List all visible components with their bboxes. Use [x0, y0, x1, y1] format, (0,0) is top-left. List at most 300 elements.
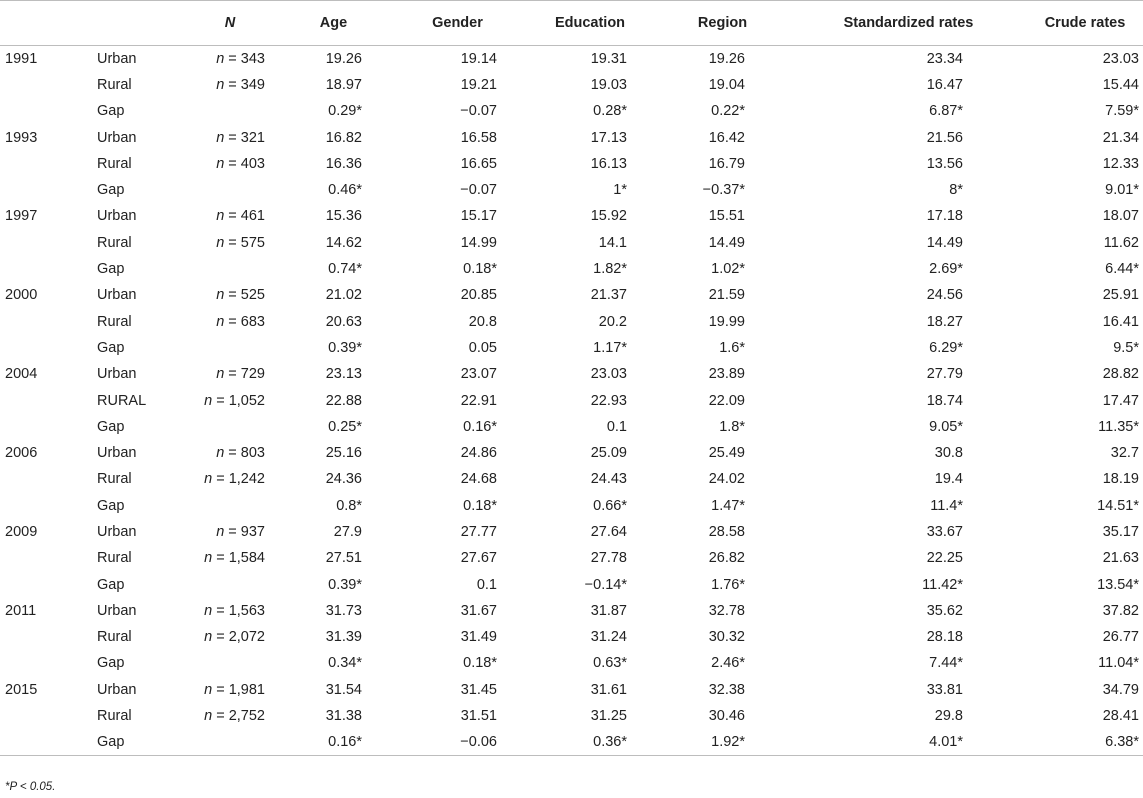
n-variable: n: [204, 629, 213, 646]
year-cell: 2009: [5, 523, 38, 540]
gender-cell: −0.07: [460, 182, 497, 199]
education-cell: 27.64: [590, 523, 627, 540]
table-row: [0, 414, 1143, 440]
crude-rate-cell: 26.77: [1102, 629, 1139, 646]
age-cell: 22.88: [325, 392, 362, 409]
education-cell: 31.24: [590, 629, 627, 646]
standardized-rate-cell: 6.29*: [929, 339, 963, 356]
n-cell: n = 321: [216, 129, 265, 146]
n-cell: n = 683: [216, 313, 265, 330]
table-row: [0, 703, 1143, 729]
standardized-rate-cell: 29.8: [934, 708, 963, 725]
standardized-rate-cell: 21.56: [926, 129, 963, 146]
year-cell: [0, 493, 88, 519]
gender-cell: 24.68: [460, 471, 497, 488]
crude-rate-cell: 12.33: [1102, 155, 1139, 172]
crude-rate-cell: 18.19: [1102, 471, 1139, 488]
n-variable: n: [216, 445, 225, 462]
gender-cell: 0.18*: [463, 655, 497, 672]
n-variable: n: [216, 287, 225, 304]
year-cell: [0, 335, 88, 361]
n-cell: n = 343: [216, 50, 265, 67]
age-cell: 31.54: [325, 681, 362, 698]
crude-rate-cell: 28.82: [1102, 366, 1139, 383]
crude-rate-cell: 13.54*: [1097, 576, 1139, 593]
group-cell: Gap: [97, 497, 125, 514]
crude-rate-cell: 28.41: [1102, 708, 1139, 725]
gender-cell: 19.21: [460, 76, 497, 93]
group-cell: Rural: [97, 471, 132, 488]
n-variable: n: [204, 471, 213, 488]
education-cell: 22.93: [590, 392, 627, 409]
table-row: [0, 361, 1143, 387]
gender-cell: 22.91: [460, 392, 497, 409]
year-cell: [0, 308, 88, 334]
n-value: 1,052: [228, 392, 265, 409]
gender-cell: 20.85: [460, 287, 497, 304]
n-variable: n: [216, 234, 225, 251]
year-cell: 1993: [5, 129, 38, 146]
group-cell: Rural: [97, 234, 132, 251]
year-cell: [0, 466, 88, 492]
group-cell: RURAL: [97, 392, 147, 409]
group-cell: Urban: [97, 681, 137, 698]
group-cell: Rural: [97, 76, 132, 93]
n-cell: [183, 98, 277, 124]
year-cell: [0, 256, 88, 282]
n-cell: n = 1,563: [204, 602, 265, 619]
standardized-rate-cell: 18.27: [926, 313, 963, 330]
year-cell: 2004: [5, 366, 38, 383]
table-row: [0, 335, 1143, 361]
header-region: Region: [655, 1, 790, 46]
n-variable: n: [204, 550, 213, 567]
n-variable: n: [204, 708, 213, 725]
crude-rate-cell: 15.44: [1102, 76, 1139, 93]
year-cell: 2006: [5, 445, 38, 462]
n-variable: n: [216, 50, 225, 67]
year-cell: [0, 729, 88, 755]
table-body: [0, 46, 1143, 756]
standardized-rate-cell: 17.18: [926, 208, 963, 225]
gender-cell: 0.18*: [463, 497, 497, 514]
table-row: [0, 98, 1143, 124]
education-cell: 0.28*: [593, 103, 627, 120]
n-cell: [183, 414, 277, 440]
table-row: [0, 387, 1143, 413]
crude-rate-cell: 35.17: [1102, 523, 1139, 540]
header-education: Education: [525, 1, 655, 46]
region-cell: 19.04: [708, 76, 745, 93]
gender-cell: 23.07: [460, 366, 497, 383]
group-cell: Rural: [97, 313, 132, 330]
crude-rate-cell: 11.35*: [1098, 418, 1139, 435]
n-value: 2,752: [228, 708, 265, 725]
age-cell: 16.82: [325, 129, 362, 146]
crude-rate-cell: 11.04*: [1098, 655, 1139, 672]
year-cell: [0, 151, 88, 177]
age-cell: 0.29*: [328, 103, 362, 120]
n-value: 461: [240, 208, 265, 225]
region-cell: 1.76*: [711, 576, 745, 593]
standardized-rate-cell: 7.44*: [929, 655, 963, 672]
n-cell: [183, 256, 277, 282]
standardized-rate-cell: 33.67: [926, 523, 963, 540]
year-cell: [0, 703, 88, 729]
n-variable: n: [216, 208, 225, 225]
year-cell: [0, 177, 88, 203]
n-variable: n: [216, 313, 225, 330]
group-cell: Gap: [97, 339, 125, 356]
n-cell: [183, 335, 277, 361]
n-cell: n = 461: [216, 208, 265, 225]
group-cell: Urban: [97, 366, 137, 383]
crude-rate-cell: 37.82: [1102, 602, 1139, 619]
standardized-rate-cell: 23.34: [926, 50, 963, 67]
region-cell: −0.37*: [702, 182, 745, 199]
n-cell: [183, 571, 277, 597]
region-cell: 1.8*: [719, 418, 745, 435]
year-cell: 2000: [5, 287, 38, 304]
region-cell: 16.42: [708, 129, 745, 146]
table-row: [0, 545, 1143, 571]
education-cell: 14.1: [598, 234, 627, 251]
year-cell: 2011: [5, 602, 37, 619]
crude-rate-cell: 21.34: [1102, 129, 1139, 146]
education-cell: 15.92: [590, 208, 627, 225]
year-cell: [0, 624, 88, 650]
education-cell: 1*: [613, 182, 627, 199]
group-cell: Rural: [97, 708, 132, 725]
table-row: [0, 650, 1143, 676]
standardized-rate-cell: 28.18: [926, 629, 963, 646]
region-cell: 1.6*: [719, 339, 745, 356]
age-cell: 31.39: [325, 629, 362, 646]
crude-rate-cell: 9.01*: [1105, 182, 1139, 199]
table-row: [0, 46, 1143, 72]
education-cell: 25.09: [590, 445, 627, 462]
gender-cell: 31.51: [460, 708, 497, 725]
crude-rate-cell: 23.03: [1102, 50, 1139, 67]
gender-cell: 0.18*: [463, 261, 497, 278]
age-cell: 0.39*: [328, 339, 362, 356]
n-cell: n = 403: [216, 155, 265, 172]
age-cell: 31.73: [325, 602, 362, 619]
age-cell: 15.36: [325, 208, 362, 225]
n-cell: n = 937: [216, 523, 265, 540]
n-cell: n = 729: [216, 366, 265, 383]
education-cell: 0.66*: [593, 497, 627, 514]
year-cell: [0, 72, 88, 98]
table-row: [0, 203, 1143, 229]
region-cell: 25.49: [708, 445, 745, 462]
standardized-rate-cell: 19.4: [934, 471, 963, 488]
gender-cell: 27.77: [460, 523, 497, 540]
gender-cell: −0.06: [390, 729, 525, 755]
year-cell: [0, 650, 88, 676]
standardized-rate-cell: 6.87*: [929, 103, 963, 120]
region-cell: 2.46*: [711, 655, 745, 672]
table-row: [0, 440, 1143, 466]
crude-rate-cell: 32.7: [1110, 445, 1139, 462]
crude-rate-cell: 11.62: [1103, 234, 1139, 251]
table-row: [0, 624, 1143, 650]
region-cell: 14.49: [708, 234, 745, 251]
crude-rate-cell: 9.5*: [1113, 339, 1139, 356]
education-cell: 1.82*: [593, 261, 627, 278]
n-value: 729: [240, 366, 265, 383]
group-cell: Gap: [97, 418, 125, 435]
table-row: [0, 124, 1143, 150]
region-cell: 32.38: [708, 681, 745, 698]
n-value: 403: [240, 155, 265, 172]
gender-cell: 24.86: [460, 445, 497, 462]
n-cell: n = 2,752: [204, 708, 265, 725]
n-cell: n = 349: [216, 76, 265, 93]
n-value: 803: [240, 445, 265, 462]
region-cell: 32.78: [708, 602, 745, 619]
gender-cell: 19.14: [460, 50, 497, 67]
n-cell: n = 1,052: [204, 392, 265, 409]
age-cell: 23.13: [325, 366, 362, 383]
standardized-rate-cell: 24.56: [926, 287, 963, 304]
group-cell: Urban: [97, 50, 137, 67]
n-value: 2,072: [228, 629, 265, 646]
table-row: [0, 151, 1143, 177]
n-value: 1,584: [228, 550, 265, 567]
region-cell: 0.22*: [711, 103, 745, 120]
education-cell: −0.14*: [584, 576, 627, 593]
gender-cell: 31.45: [460, 681, 497, 698]
education-cell: 20.2: [598, 313, 627, 330]
gender-cell: 15.17: [460, 208, 497, 225]
standardized-rate-cell: 35.62: [926, 602, 963, 619]
crude-rate-cell: 17.47: [1102, 392, 1139, 409]
n-value: 343: [240, 50, 265, 67]
table-row: [0, 466, 1143, 492]
crude-rate-cell: 34.79: [1102, 681, 1139, 698]
education-cell: 27.78: [590, 550, 627, 567]
age-cell: 0.25*: [328, 418, 362, 435]
age-cell: 0.39*: [328, 576, 362, 593]
table-row: [0, 308, 1143, 334]
region-cell: 30.46: [708, 708, 745, 725]
region-cell: 16.79: [708, 155, 745, 172]
n-cell: [183, 493, 277, 519]
education-cell: 23.03: [590, 366, 627, 383]
standardized-rate-cell: 11.42*: [922, 576, 963, 593]
gender-cell: 20.8: [468, 313, 497, 330]
n-cell: n = 2,072: [204, 629, 265, 646]
n-cell: n = 525: [216, 287, 265, 304]
standardized-rate-cell: 22.25: [926, 550, 963, 567]
age-cell: 24.36: [325, 471, 362, 488]
n-variable: n: [216, 155, 225, 172]
standardized-rate-cell: 13.56: [926, 155, 963, 172]
n-value: 1,981: [228, 681, 265, 698]
crude-rate-cell: 7.59*: [1105, 103, 1139, 120]
n-value: 525: [240, 287, 265, 304]
group-cell: Gap: [97, 655, 125, 672]
n-value: 349: [240, 76, 265, 93]
gender-cell: −0.07: [460, 103, 497, 120]
year-cell: [0, 545, 88, 571]
year-cell: 2015: [5, 681, 38, 698]
header-gender: Gender: [390, 1, 525, 46]
age-cell: 25.16: [325, 445, 362, 462]
standardized-rate-cell: 11.4*: [930, 497, 963, 514]
gender-cell: 0.16*: [463, 418, 497, 435]
age-cell: 0.34*: [328, 655, 362, 672]
education-cell: 0.1: [606, 418, 627, 435]
group-cell: Urban: [97, 287, 137, 304]
group-cell: Gap: [97, 103, 125, 120]
n-cell: [183, 729, 277, 755]
region-cell: 1.92*: [655, 729, 790, 755]
year-cell: [0, 230, 88, 256]
table-row: [0, 598, 1143, 624]
education-cell: 1.17*: [593, 339, 627, 356]
year-cell: [0, 98, 88, 124]
standardized-rate-cell: 2.69*: [929, 261, 963, 278]
header-crude-rates: Crude rates: [1027, 1, 1143, 46]
age-cell: 18.97: [325, 76, 362, 93]
education-cell: 21.37: [590, 287, 627, 304]
table-row: [0, 230, 1143, 256]
n-cell: n = 1,242: [204, 471, 265, 488]
table-row: [0, 282, 1143, 308]
n-variable: n: [204, 392, 213, 409]
crude-rate-cell: 6.44*: [1105, 261, 1139, 278]
year-cell: [0, 414, 88, 440]
group-cell: Gap: [97, 182, 125, 199]
n-variable: n: [204, 602, 213, 619]
age-cell: 31.38: [325, 708, 362, 725]
year-cell: [0, 571, 88, 597]
region-cell: 19.26: [708, 50, 745, 67]
region-cell: 1.47*: [711, 497, 745, 514]
table-row: [0, 729, 1143, 755]
n-value: 683: [240, 313, 265, 330]
region-cell: 22.09: [708, 392, 745, 409]
table-row: [0, 177, 1143, 203]
n-cell: n = 575: [216, 234, 265, 251]
education-cell: 0.36*: [525, 729, 655, 755]
group-cell: Urban: [97, 208, 137, 225]
group-cell: Rural: [97, 155, 132, 172]
footnote: *P < 0.05.: [5, 781, 56, 793]
age-cell: 0.16*: [277, 729, 390, 755]
header-age: Age: [277, 1, 390, 46]
gender-cell: 0.05: [468, 339, 497, 356]
age-cell: 14.62: [325, 234, 362, 251]
group-cell: Rural: [97, 550, 132, 567]
n-value: 937: [240, 523, 265, 540]
age-cell: 16.36: [325, 155, 362, 172]
gender-cell: 31.67: [460, 602, 497, 619]
education-cell: 0.63*: [593, 655, 627, 672]
education-cell: 31.61: [590, 681, 627, 698]
n-cell: [183, 650, 277, 676]
gender-cell: 31.49: [460, 629, 497, 646]
education-cell: 31.25: [590, 708, 627, 725]
group-cell: Urban: [97, 602, 137, 619]
table-row: [0, 493, 1143, 519]
education-cell: 16.13: [590, 155, 627, 172]
education-cell: 31.87: [590, 602, 627, 619]
region-cell: 19.99: [708, 313, 745, 330]
header-standardized-rates: Standardized rates: [790, 1, 1027, 46]
age-cell: 0.8*: [336, 497, 362, 514]
education-cell: 24.43: [590, 471, 627, 488]
n-value: 1,563: [228, 602, 265, 619]
year-cell: [0, 387, 88, 413]
standardized-rate-cell: 14.49: [926, 234, 963, 251]
age-cell: 0.74*: [328, 261, 362, 278]
n-value: 1,242: [228, 471, 265, 488]
table-row: [0, 571, 1143, 597]
year-cell: 1997: [5, 208, 38, 225]
group-cell: Rural: [97, 629, 132, 646]
header-group: [88, 1, 183, 46]
n-variable: n: [216, 129, 225, 146]
education-cell: 19.03: [590, 76, 627, 93]
table-row: [0, 519, 1143, 545]
crude-rate-cell: 18.07: [1102, 208, 1139, 225]
n-variable: n: [216, 76, 225, 93]
table-row: [0, 256, 1143, 282]
crude-rate-cell: 16.41: [1102, 313, 1139, 330]
crude-rate-cell: 6.38*: [1027, 729, 1143, 755]
gender-cell: 16.65: [460, 155, 497, 172]
region-cell: 1.02*: [711, 261, 745, 278]
education-cell: 17.13: [590, 129, 627, 146]
standardized-rate-cell: 4.01*: [790, 729, 1027, 755]
n-variable: n: [216, 366, 225, 383]
group-cell: Gap: [88, 729, 183, 755]
gender-cell: 14.99: [460, 234, 497, 251]
age-cell: 0.46*: [328, 182, 362, 199]
crude-rate-cell: 25.91: [1102, 287, 1139, 304]
age-cell: 21.02: [325, 287, 362, 304]
n-cell: n = 1,584: [204, 550, 265, 567]
crude-rate-cell: 21.63: [1102, 550, 1139, 567]
header-year: [0, 1, 88, 46]
age-cell: 27.9: [333, 523, 362, 540]
crude-rate-cell: 14.51*: [1097, 497, 1139, 514]
standardized-rate-cell: 27.79: [926, 366, 963, 383]
gender-cell: 27.67: [460, 550, 497, 567]
n-value: 575: [240, 234, 265, 251]
table-row: [0, 72, 1143, 98]
region-cell: 24.02: [708, 471, 745, 488]
age-cell: 27.51: [325, 550, 362, 567]
n-cell: n = 803: [216, 445, 265, 462]
gender-cell: 16.58: [460, 129, 497, 146]
region-cell: 28.58: [708, 523, 745, 540]
group-cell: Urban: [97, 445, 137, 462]
group-cell: Urban: [97, 129, 137, 146]
n-value: 321: [240, 129, 265, 146]
n-variable: n: [204, 681, 213, 698]
region-cell: 30.32: [708, 629, 745, 646]
standardized-rate-cell: 8*: [949, 182, 963, 199]
region-cell: 21.59: [708, 287, 745, 304]
n-variable: n: [216, 523, 225, 540]
region-cell: 15.51: [708, 208, 745, 225]
age-cell: 20.63: [325, 313, 362, 330]
group-cell: Urban: [97, 523, 137, 540]
